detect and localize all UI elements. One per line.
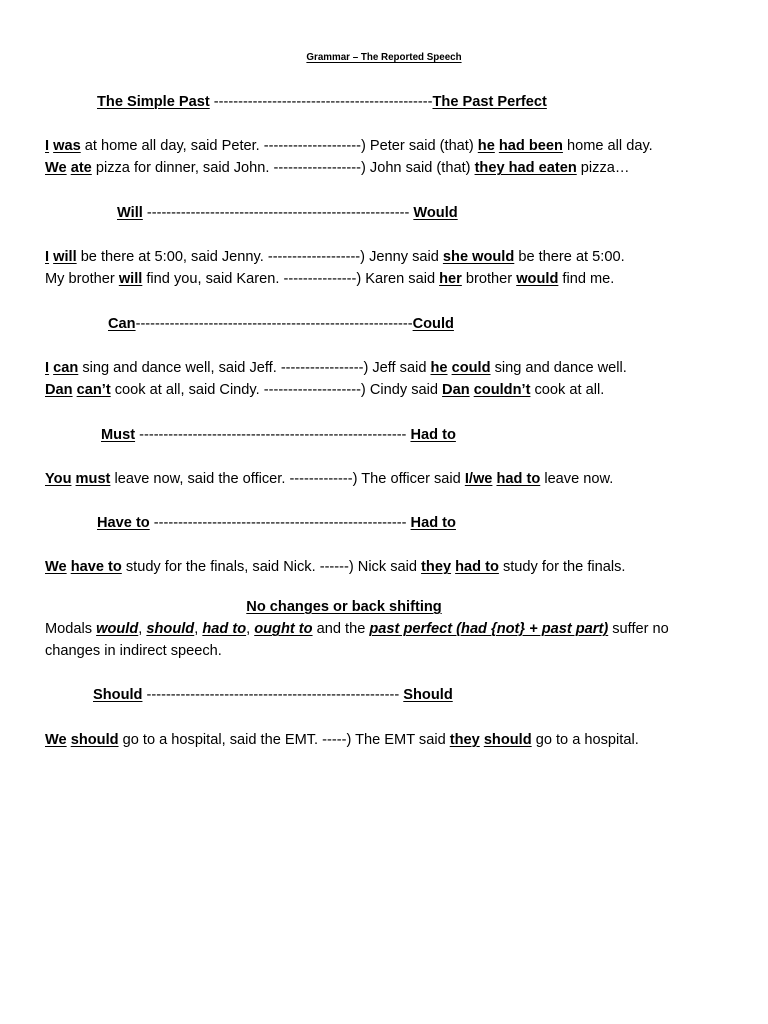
rule-to: The Past Perfect	[432, 94, 547, 110]
rule-to: Could	[412, 316, 454, 332]
text: cook at all.	[530, 382, 605, 398]
verb: will	[53, 249, 77, 265]
rule-should-to-should	[93, 685, 453, 705]
subject: he	[430, 360, 448, 376]
past-perfect-term: past perfect (had {not} + past part)	[369, 621, 609, 637]
example-will-1	[45, 247, 625, 267]
subject: I/we	[464, 471, 493, 487]
verb: would	[516, 271, 559, 287]
rule-to: Had to	[410, 515, 456, 531]
text: ,	[194, 621, 203, 637]
subject: I	[45, 360, 50, 376]
text: at home all day, said Peter. --------------------) Peter said (that)	[80, 138, 478, 154]
no-changes-line-2: changes in indirect speech.	[45, 643, 222, 659]
verb: ate	[70, 160, 92, 176]
text: find me.	[558, 271, 615, 287]
verb: they had eaten	[474, 160, 577, 176]
rule-from: Must	[101, 427, 136, 443]
example-can-1	[45, 358, 627, 378]
text: suffer no	[608, 621, 669, 637]
pronoun: her	[439, 271, 462, 287]
rule-must-to-had-to	[101, 425, 456, 445]
verb: couldn’t	[473, 382, 531, 398]
rule-will-to-would	[117, 203, 458, 223]
verb: can’t	[76, 382, 111, 398]
no-changes-heading: No changes or back shifting	[246, 599, 442, 615]
example-can-2	[45, 380, 604, 400]
rule-dashes: -------------------------------------------------------	[135, 427, 411, 443]
subject: We	[45, 559, 67, 575]
text: ,	[246, 621, 255, 637]
text: My brother	[45, 271, 119, 287]
rule-dashes: ---------------------------------------------	[209, 94, 433, 110]
example-have-to-1	[45, 557, 625, 577]
rule-to: Should	[403, 687, 453, 703]
modal: ought to	[254, 621, 313, 637]
verb: can	[53, 360, 79, 376]
example-past-1	[45, 136, 653, 156]
verb: will	[118, 271, 143, 287]
rule-from: The Simple Past	[97, 94, 210, 110]
verb: had to	[496, 471, 541, 487]
verb: she would	[442, 249, 515, 265]
verb: should	[70, 732, 119, 748]
verb: could	[451, 360, 491, 376]
verb: had been	[498, 138, 563, 154]
verb: was	[53, 138, 81, 154]
example-will-2	[45, 269, 614, 289]
text: cook at all, said Cindy. --------------------) Cindy said	[110, 382, 443, 398]
text: leave now, said the officer. -------------) The officer said	[110, 471, 465, 487]
text: go to a hospital, said the EMT. -----) The EMT said	[118, 732, 450, 748]
text: sing and dance well, said Jeff. -----------------) Jeff said	[78, 360, 431, 376]
subject: We	[45, 732, 67, 748]
subject: I	[45, 249, 50, 265]
example-must-1	[45, 469, 613, 489]
text: ,	[138, 621, 147, 637]
text: go to a hospital.	[531, 732, 639, 748]
example-past-2	[45, 158, 629, 178]
rule-from: Have to	[97, 515, 150, 531]
rule-past-to-past-perfect	[97, 92, 547, 112]
text: pizza for dinner, said John. ------------------) John said (that)	[91, 160, 475, 176]
text: be there at 5:00, said Jenny. -------------------) Jenny said	[76, 249, 443, 265]
text: find you, said Karen. ---------------) Karen said	[142, 271, 440, 287]
verb: should	[483, 732, 532, 748]
subject: he	[477, 138, 495, 154]
modal: had to	[202, 621, 247, 637]
page-title: Grammar – The Reported Speech	[306, 52, 462, 63]
modal: should	[146, 621, 195, 637]
text: sing and dance well.	[490, 360, 627, 376]
rule-to: Had to	[410, 427, 456, 443]
rule-dashes: ----------------------------------------------------	[149, 515, 411, 531]
rule-have-to-to-had-to	[97, 513, 456, 533]
text: brother	[461, 271, 517, 287]
rule-can-to-could	[108, 314, 454, 334]
modal: would	[96, 621, 139, 637]
rule-from: Will	[117, 205, 143, 221]
no-changes-line-1	[45, 619, 669, 639]
rule-dashes: ------------------------------------------------------	[142, 205, 414, 221]
text: leave now.	[540, 471, 614, 487]
rule-to: Would	[413, 205, 458, 221]
rule-from: Can	[108, 316, 136, 332]
subject: Dan	[45, 382, 73, 398]
text: pizza…	[576, 160, 630, 176]
example-should-1	[45, 730, 639, 750]
subject: they	[449, 732, 480, 748]
subject: You	[45, 471, 72, 487]
subject: they	[421, 559, 452, 575]
text: study for the finals, said Nick. ------) Nick said	[121, 559, 422, 575]
text: Modals	[45, 621, 97, 637]
rule-dashes: ---------------------------------------------------------	[135, 316, 413, 332]
rule-from: Should	[93, 687, 143, 703]
text: home all day.	[562, 138, 653, 154]
text: study for the finals.	[498, 559, 626, 575]
subject: We	[45, 160, 67, 176]
text: and the	[312, 621, 370, 637]
rule-dashes: ----------------------------------------------------	[142, 687, 404, 703]
text: be there at 5:00.	[514, 249, 625, 265]
subject: I	[45, 138, 50, 154]
verb: had to	[455, 559, 499, 575]
subject: Dan	[442, 382, 470, 398]
verb: have to	[70, 559, 122, 575]
verb: must	[75, 471, 111, 487]
